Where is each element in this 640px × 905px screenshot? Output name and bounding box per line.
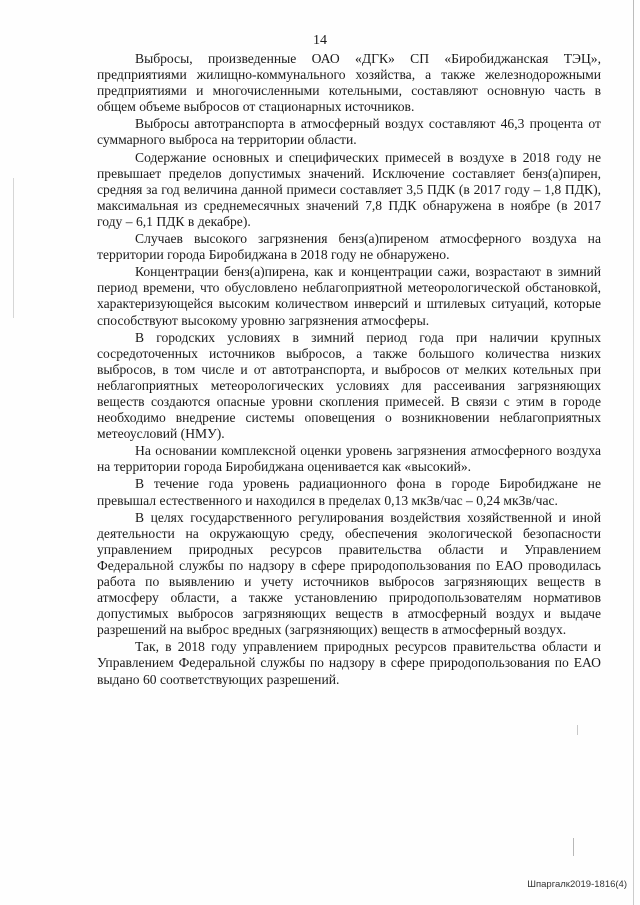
document-footer-code: Шпаргалк2019-1816(4) (527, 879, 627, 890)
paragraph-radiation-background: В течение года уровень радиационного фона в городе Биробиджане не превышал естественного и находился в пределах 0,13 мкЗв/час – 0,24 мкЗв/час. (97, 476, 601, 508)
page-number: 14 (313, 33, 327, 48)
scan-margin-mark (577, 725, 578, 735)
paragraph-high-pollution-cases: Случаев высокого загрязнения бенз(а)пиреном атмосферного воздуха на территории города Биробиджана в 2018 году не обнаружено. (97, 231, 601, 263)
page-edge-line (633, 0, 634, 905)
scan-margin-mark (573, 838, 574, 856)
scan-margin-mark (13, 178, 14, 318)
paragraph-winter-concentrations: Концентрации бенз(а)пирена, как и концентрации сажи, возрастают в зимний период времени, что обусловлено неблагоприятной метеорологической обстановкой, характеризующейся высоким количеством инверсий и штилевых ситуаций, которые способствуют высокому уровню загрязнения атмосферы. (97, 264, 601, 328)
paragraph-pollution-assessment: На основании комплексной оценки уровень загрязнения атмосферного воздуха на территории города Биробиджана оценивается как «высокий». (97, 443, 601, 475)
document-body (97, 51, 601, 689)
paragraph-urban-conditions: В городских условиях в зимний период года при наличии крупных сосредоточенных источников выбросов, а также большого количества низких выбросов, в том числе и от автотранспорта, и выбросов от мелких котельных при неблагоприятных метеорологических условиях для рассеивания загрязняющих веществ создаются опасные уровни скопления примесей. В связи с этим в городе необходимо внедрение системы оповещения о возникновении неблагоприятных метеоусловий (НМУ). (97, 329, 601, 442)
paragraph-impurities-content: Содержание основных и специфических примесей в воздухе в 2018 году не превышает пределов допустимых значений. Исключение составляет бенз(а)пирен, средняя за год величина данной примеси составляет 3,5 ПДК (в 2017 году – 1,8 ПДК), максимальная из среднемесячных значений 7,8 ПДК обнаружена в ноябре (в 2017 году – 6,1 ПДК в декабре). (97, 149, 601, 229)
paragraph-vehicle-emissions: Выбросы автотранспорта в атмосферный воздух составляют 46,3 процента от суммарного выброса на территории области. (97, 116, 601, 148)
paragraph-state-regulation: В целях государственного регулирования воздействия хозяйственной и иной деятельности на окружающую среду, обеспечения экологической безопасности управлением природных ресурсов правительства области и Управлением Федеральной службы по надзору в сфере природопользования по ЕАО проводилась работа по выявлению и учету источников выбросов загрязняющих веществ в атмосферу области, а также установлению природопользователям нормативов допустимых выбросов загрязняющих веществ в атмосферный воздух и выдаче разрешений на выброс вредных (загрязняющих) веществ в атмосферный воздух. (97, 509, 601, 638)
paragraph-emissions-sources: Выбросы, произведенные ОАО «ДГК» СП «Биробиджанская ТЭЦ», предприятиями жилищно-коммунального хозяйства, а также железнодорожными предприятиями и многочисленными котельными, составляют основную часть в общем объеме выбросов от стационарных источников. (97, 51, 601, 115)
paragraph-permits-issued: Так, в 2018 году управлением природных ресурсов правительства области и Управлением Федеральной службы по надзору в сфере природопользования по ЕАО выдано 60 соответствующих разрешений. (97, 639, 601, 687)
